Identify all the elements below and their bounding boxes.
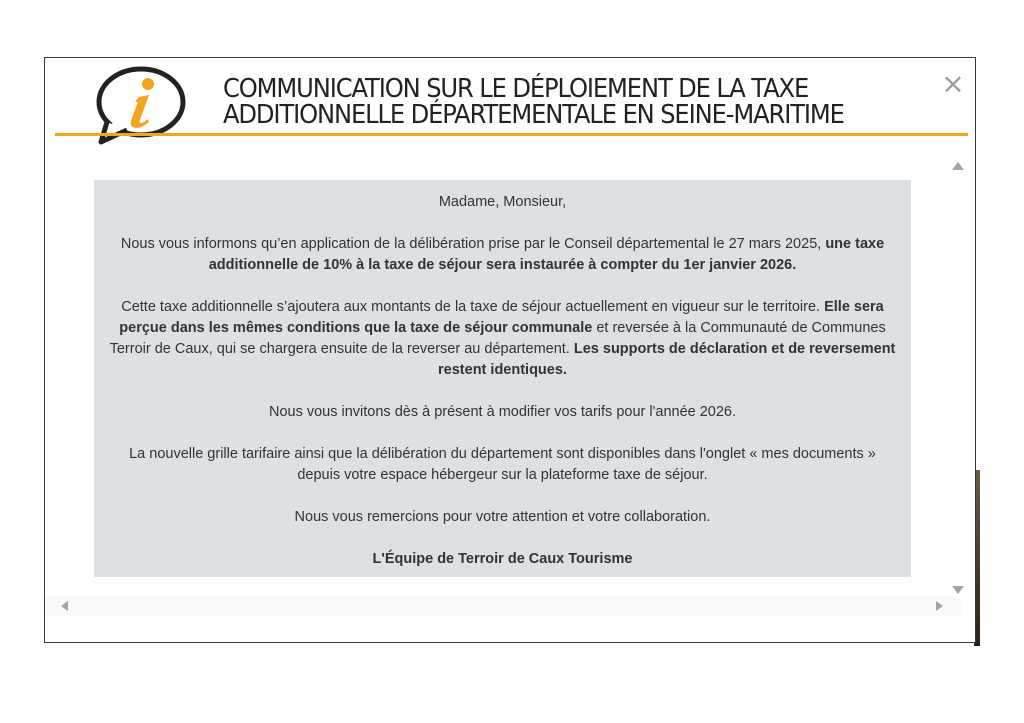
modal-title-line-2: ADDITIONNELLE DÉPARTEMENTALE EN SEINE-MARITIME xyxy=(223,100,844,130)
message-panel xyxy=(94,180,911,577)
scroll-right-arrow-icon[interactable] xyxy=(936,601,943,611)
header-accent-rule xyxy=(55,133,968,136)
modal-title xyxy=(223,76,893,128)
horizontal-scrollbar[interactable] xyxy=(45,596,961,616)
scroll-down-arrow-icon[interactable] xyxy=(952,586,964,594)
paragraph-4: La nouvelle grille tarifaire ainsi que la délibération du département sont disponibles dans l'onglet « mes documents » depuis votre espace hébergeur sur la plateforme taxe de séjour. xyxy=(129,446,876,483)
paragraph-2-bold-2: Les supports de déclaration et de reversement restent identiques. xyxy=(438,341,896,378)
paragraph-3: Nous vous invitons dès à présent à modifier vos tarifs pour l'année 2026. xyxy=(268,404,737,420)
scroll-up-arrow-icon[interactable] xyxy=(952,162,964,170)
paragraph-5: Nous vous remercions pour votre attention et votre collaboration. xyxy=(294,509,711,525)
paragraph-1-bold: une taxe additionnelle de 10% à la taxe de séjour sera instaurée à compter du 1er janvier 2026. xyxy=(208,236,885,273)
paragraph-1-text: Nous vous informons qu’en application de la délibération prise par le Conseil départemental le 27 mars 2025, xyxy=(120,236,826,252)
scroll-left-arrow-icon[interactable] xyxy=(61,601,68,611)
close-button[interactable]: × xyxy=(941,67,965,100)
paragraph-2-bold-1: Elle sera perçue dans les mêmes conditions que la taxe de séjour communale xyxy=(119,299,884,336)
paragraph-2 xyxy=(106,297,899,381)
info-modal xyxy=(44,57,976,643)
modal-title-line-1: COMMUNICATION SUR LE DÉPLOIEMENT DE LA TAXE xyxy=(223,74,809,104)
modal-header xyxy=(45,58,975,148)
greeting-text: Madame, Monsieur, xyxy=(438,194,567,210)
signature: L'Équipe de Terroir de Caux Tourisme xyxy=(372,551,633,567)
paragraph-2-text-2: et reversée à la Communauté de Communes Terroir de Caux, qui se chargera ensuite de la reverser au département. xyxy=(109,320,886,357)
paragraph-2-text-1: Cette taxe additionnelle s’ajoutera aux montants de la taxe de séjour actuellement en vigueur sur le territoire. xyxy=(121,299,825,315)
paragraph-1 xyxy=(106,234,899,276)
